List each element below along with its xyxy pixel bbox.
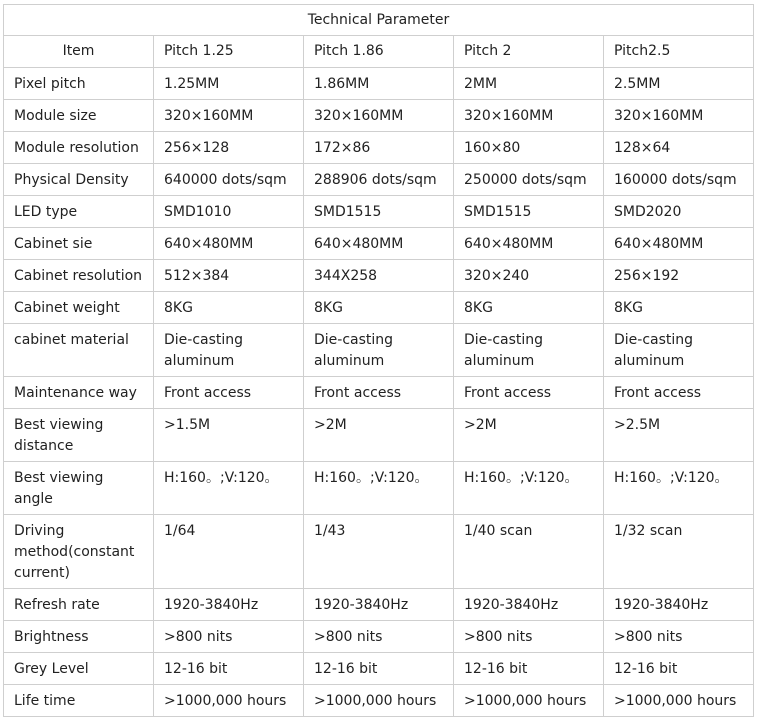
table-cell: 320×240 (454, 260, 604, 292)
table-cell: 288906 dots/sqm (304, 164, 454, 196)
table-cell: H:160。;V:120。 (154, 462, 304, 515)
table-cell: 160×80 (454, 132, 604, 164)
table-row (4, 589, 754, 621)
table-cell: 1.86MM (304, 68, 454, 100)
table-cell: 512×384 (154, 260, 304, 292)
table-cell: 172×86 (304, 132, 454, 164)
table-cell: 640×480MM (454, 228, 604, 260)
table-cell: 128×64 (604, 132, 754, 164)
table-row (4, 292, 754, 324)
table-row (4, 377, 754, 409)
table-cell: >2M (454, 409, 604, 462)
table-row (4, 196, 754, 228)
table-row (4, 132, 754, 164)
header-pitch-2: Pitch 2 (454, 36, 604, 68)
table-cell: >800 nits (154, 621, 304, 653)
table-cell: 1920-3840Hz (604, 589, 754, 621)
technical-parameter-table (3, 4, 754, 717)
table-cell: 640×480MM (154, 228, 304, 260)
row-label: Module resolution (4, 132, 154, 164)
table-cell: >800 nits (604, 621, 754, 653)
table-cell: 320×160MM (154, 100, 304, 132)
table-cell: SMD1515 (304, 196, 454, 228)
table-cell: 256×128 (154, 132, 304, 164)
row-label: Module size (4, 100, 154, 132)
table-cell: >1000,000 hours (604, 685, 754, 717)
table-cell: 640×480MM (304, 228, 454, 260)
row-label: Best viewing distance (4, 409, 154, 462)
row-label: Cabinet resolution (4, 260, 154, 292)
table-title: Technical Parameter (4, 5, 754, 36)
row-label: LED type (4, 196, 154, 228)
table-cell: 2MM (454, 68, 604, 100)
row-label: Pixel pitch (4, 68, 154, 100)
table-cell: Front access (604, 377, 754, 409)
table-cell: 1/64 (154, 515, 304, 589)
header-pitch-1-86: Pitch 1.86 (304, 36, 454, 68)
table-cell: 1/32 scan (604, 515, 754, 589)
header-row (4, 36, 754, 68)
row-label: Physical Density (4, 164, 154, 196)
table-cell: 320×160MM (604, 100, 754, 132)
table-cell: Die-casting aluminum (304, 324, 454, 377)
table-row (4, 621, 754, 653)
row-label: Refresh rate (4, 589, 154, 621)
row-label: Cabinet sie (4, 228, 154, 260)
table-cell: 1920-3840Hz (304, 589, 454, 621)
table-cell: 640000 dots/sqm (154, 164, 304, 196)
table-row (4, 68, 754, 100)
table-row (4, 100, 754, 132)
row-label: Cabinet weight (4, 292, 154, 324)
table-cell: SMD1515 (454, 196, 604, 228)
table-cell: 2.5MM (604, 68, 754, 100)
table-row (4, 653, 754, 685)
header-item: Item (4, 36, 154, 68)
table-row (4, 324, 754, 377)
table-row (4, 260, 754, 292)
table-cell: 12-16 bit (154, 653, 304, 685)
table-cell: 8KG (454, 292, 604, 324)
header-pitch-2-5: Pitch2.5 (604, 36, 754, 68)
table-cell: Front access (304, 377, 454, 409)
table-cell: >800 nits (454, 621, 604, 653)
table-row (4, 515, 754, 589)
row-label: Maintenance way (4, 377, 154, 409)
table-row (4, 228, 754, 260)
table-cell: >1000,000 hours (154, 685, 304, 717)
table-cell: >2.5M (604, 409, 754, 462)
table-cell: 12-16 bit (454, 653, 604, 685)
row-label: cabinet material (4, 324, 154, 377)
table-cell: 250000 dots/sqm (454, 164, 604, 196)
table-body (4, 68, 754, 717)
table-cell: 160000 dots/sqm (604, 164, 754, 196)
table-cell: 12-16 bit (304, 653, 454, 685)
row-label: Grey Level (4, 653, 154, 685)
table-cell: 344X258 (304, 260, 454, 292)
table-cell: Die-casting aluminum (454, 324, 604, 377)
table-cell: 8KG (604, 292, 754, 324)
table-cell: Die-casting aluminum (604, 324, 754, 377)
table-cell: 1.25MM (154, 68, 304, 100)
table-cell: 8KG (304, 292, 454, 324)
table-cell: >1000,000 hours (304, 685, 454, 717)
table-cell: SMD2020 (604, 196, 754, 228)
row-label: Life time (4, 685, 154, 717)
table-cell: 320×160MM (304, 100, 454, 132)
table-cell: 1/40 scan (454, 515, 604, 589)
table-cell: 1920-3840Hz (454, 589, 604, 621)
table-row (4, 462, 754, 515)
table-cell: Front access (154, 377, 304, 409)
table-cell: >2M (304, 409, 454, 462)
table-row (4, 164, 754, 196)
table-cell: 320×160MM (454, 100, 604, 132)
table-cell: 256×192 (604, 260, 754, 292)
table-cell: Die-casting aluminum (154, 324, 304, 377)
table-cell: 12-16 bit (604, 653, 754, 685)
table-cell: >800 nits (304, 621, 454, 653)
row-label: Driving method(constant current) (4, 515, 154, 589)
table-cell: 8KG (154, 292, 304, 324)
row-label: Brightness (4, 621, 154, 653)
table-cell: >1.5M (154, 409, 304, 462)
row-label: Best viewing angle (4, 462, 154, 515)
table-cell: 1920-3840Hz (154, 589, 304, 621)
table-cell: H:160。;V:120。 (304, 462, 454, 515)
table-cell: 1/43 (304, 515, 454, 589)
table-cell: SMD1010 (154, 196, 304, 228)
table-cell: 640×480MM (604, 228, 754, 260)
table-row (4, 409, 754, 462)
header-pitch-1-25: Pitch 1.25 (154, 36, 304, 68)
table-cell: >1000,000 hours (454, 685, 604, 717)
table-cell: Front access (454, 377, 604, 409)
table-cell: H:160。;V:120。 (454, 462, 604, 515)
table-cell: H:160。;V:120。 (604, 462, 754, 515)
